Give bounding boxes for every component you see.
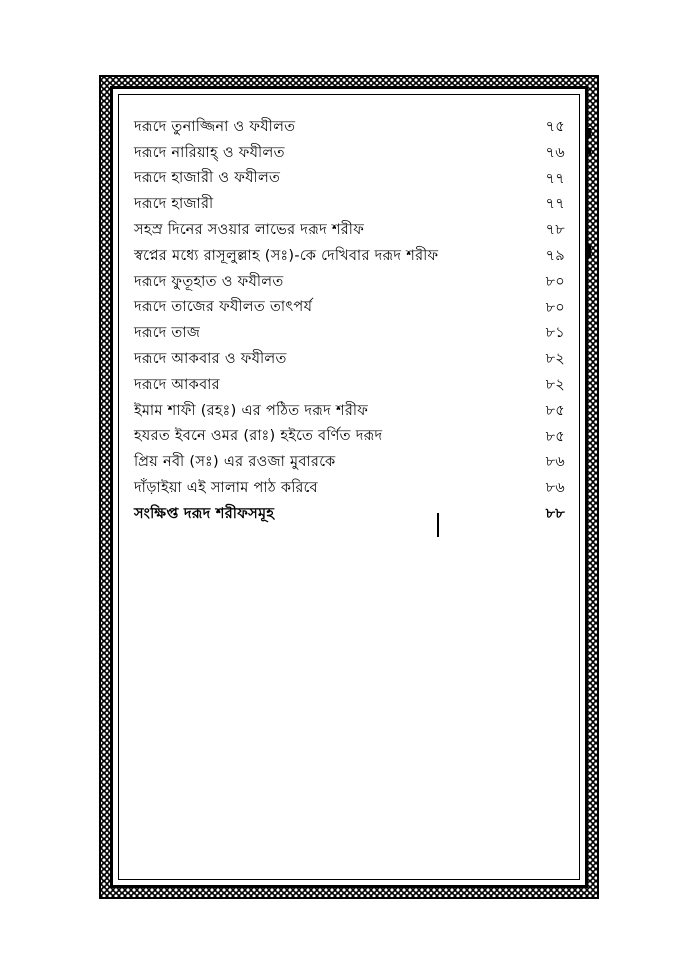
edge-mark bbox=[588, 148, 591, 154]
toc-entry-title: দরূদে তাজ bbox=[134, 325, 201, 342]
toc-entry-title: দরূদে ফুতূহাত ও ফযীলত bbox=[134, 273, 284, 290]
toc-end-marker bbox=[437, 513, 439, 537]
toc-entry bbox=[134, 321, 578, 347]
toc-entry-page-number: ৮০ bbox=[545, 273, 565, 290]
toc-entry bbox=[134, 425, 578, 451]
toc-entry-title: দরূদে তুনাজ্জিনা ও ফযীলত bbox=[134, 118, 296, 135]
table-of-contents bbox=[134, 115, 578, 528]
toc-entry-title: প্রিয় নবী (সঃ) এর রওজা মুবারকে bbox=[134, 454, 336, 471]
edge-mark bbox=[588, 244, 591, 258]
toc-entry-page-number: ৮১ bbox=[545, 325, 565, 342]
toc-entry-page-number: ৭৮ bbox=[545, 222, 565, 239]
toc-entry-page-number: ৮০ bbox=[545, 299, 565, 316]
toc-entry-page-number: ৭৭ bbox=[545, 196, 565, 213]
toc-entry bbox=[134, 244, 578, 270]
toc-entry-title: দরূদে হাজারী bbox=[134, 196, 214, 213]
toc-entry bbox=[134, 218, 578, 244]
toc-entry-title: ইমাম শাফী (রহঃ) এর পঠিত দরূদ শরীফ bbox=[134, 402, 369, 419]
toc-entry-page-number: ৭৫ bbox=[545, 119, 565, 135]
toc-entry bbox=[134, 450, 578, 476]
edge-mark bbox=[588, 128, 591, 138]
toc-entry-page-number: ৮৬ bbox=[545, 454, 565, 471]
toc-entry bbox=[134, 270, 578, 296]
toc-entry-page-number: ৮৫ bbox=[545, 402, 565, 419]
toc-entry-title: দরূদে হাজারী ও ফযীলত bbox=[134, 170, 281, 187]
toc-entry bbox=[134, 373, 578, 399]
toc-entry bbox=[134, 141, 578, 167]
toc-entry-page-number: ৭৯ bbox=[545, 247, 565, 264]
toc-entry-page-number: ৮৬ bbox=[545, 480, 565, 497]
toc-entry bbox=[134, 192, 578, 218]
toc-entry-title: সহস্র দিনের সওয়ার লাভের দরূদ শরীফ bbox=[134, 222, 365, 239]
toc-entry-title: দরূদে আকবার ও ফযীলত bbox=[134, 351, 287, 368]
toc-entry bbox=[134, 399, 578, 425]
toc-entry-title: দরূদে আকবার bbox=[134, 376, 220, 393]
toc-entry bbox=[134, 476, 578, 502]
toc-entry-page-number: ৭৭ bbox=[545, 170, 565, 187]
toc-entry-page-number: ৮৮ bbox=[545, 505, 565, 522]
toc-entry bbox=[134, 167, 578, 193]
toc-entry-title: দরূদে তাজের ফযীলত তাৎপর্য bbox=[134, 299, 313, 316]
toc-entry bbox=[134, 296, 578, 322]
toc-entry bbox=[134, 502, 578, 528]
toc-entry-title: স্বপ্নের মধ্যে রাসূলুল্লাহ (সঃ)-কে দেখিবার দরূদ শরীফ bbox=[134, 247, 439, 264]
toc-entry-title: সংক্ষিপ্ত দরূদ শরীফসমূহ bbox=[134, 505, 275, 522]
toc-entry-title: দাঁড়াইয়া এই সালাম পাঠ করিবে bbox=[134, 480, 318, 497]
toc-entry-page-number: ৭৬ bbox=[545, 144, 565, 161]
toc-entry-title: হযরত ইবনে ওমর (রাঃ) হইতে বর্ণিত দরূদ bbox=[134, 428, 383, 445]
toc-entry-page-number: ৮৫ bbox=[545, 428, 565, 445]
toc-entry-page-number: ৮২ bbox=[545, 351, 565, 368]
toc-entry bbox=[134, 115, 578, 141]
toc-entry-page-number: ৮২ bbox=[545, 376, 565, 393]
toc-entry bbox=[134, 347, 578, 373]
toc-entry-title: দরূদে নারিয়াহ্ ও ফযীলত bbox=[134, 144, 285, 161]
